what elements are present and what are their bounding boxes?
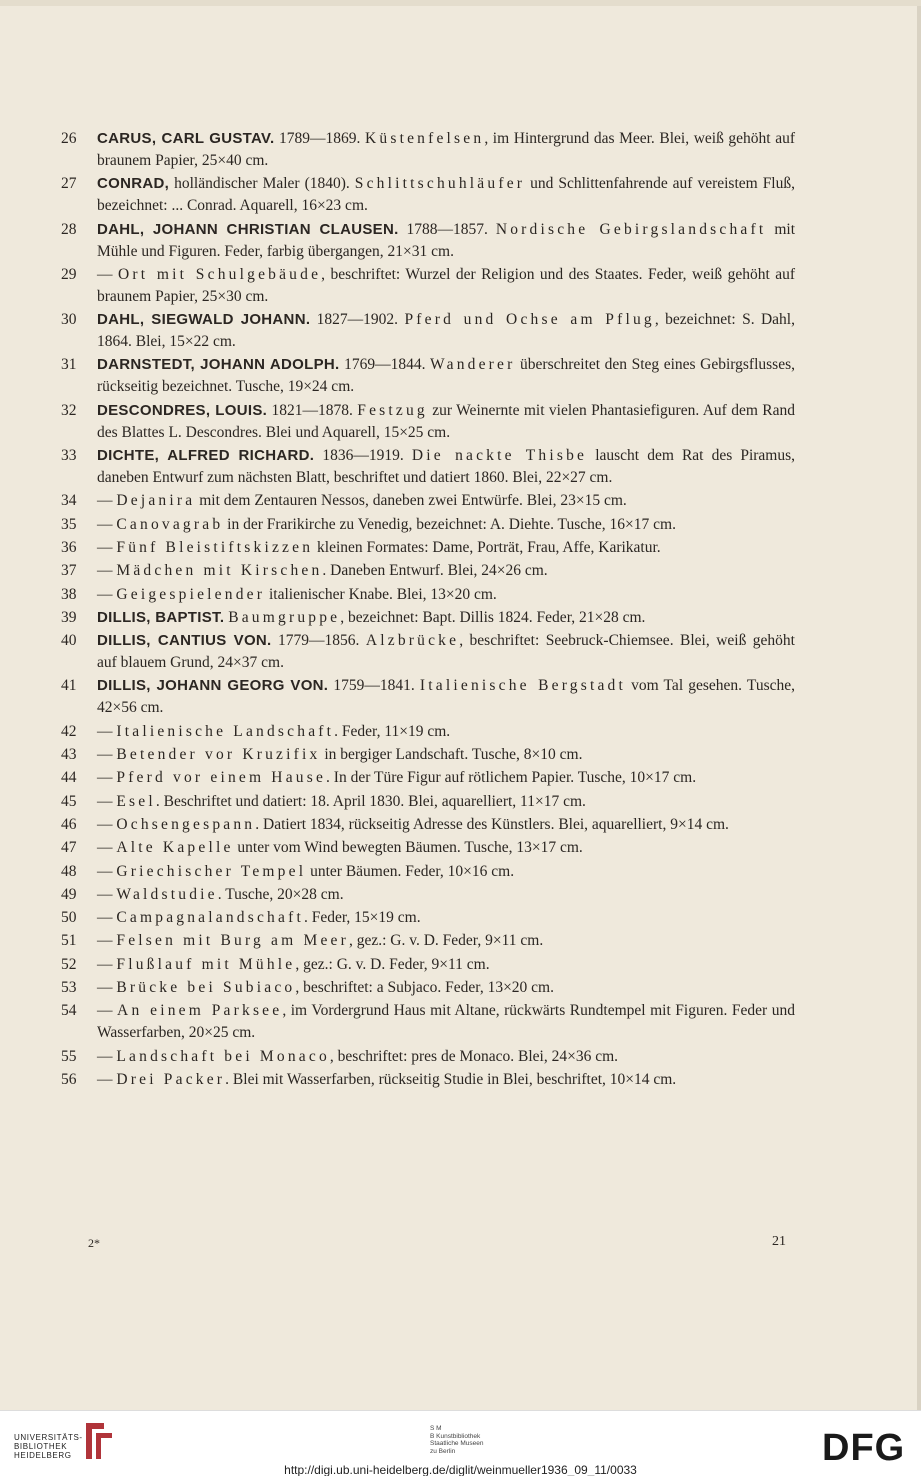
entry-number: 41 (61, 677, 77, 695)
entry-text (97, 309, 795, 353)
entry-description: , im Vordergrund Haus mit Altane, rückwärts Rundtempel mit Figuren. Feder und Wasserfarben, 20×25 cm. (97, 1002, 796, 1042)
entry-dates: — (97, 839, 117, 857)
entry-dates: 1779—1856. (271, 632, 366, 650)
catalog-entry (55, 514, 795, 536)
entry-number: 34 (61, 492, 77, 510)
entry-description: in bergiger Landschaft. Tusche, 8×10 cm. (320, 746, 583, 764)
entry-title: Griechischer Tempel (116, 862, 307, 880)
catalog-entry (55, 607, 795, 629)
entry-number: 38 (61, 585, 77, 603)
catalog-entry (55, 445, 795, 489)
entry-text (97, 954, 795, 976)
entry-title: Festzug (357, 401, 428, 419)
entry-number: 29 (61, 265, 77, 283)
entry-number: 42 (61, 722, 77, 740)
entry-description: , beschriftet: pres de Monaco. Blei, 24×36 cm. (329, 1047, 619, 1065)
entry-number: 45 (61, 792, 77, 810)
entry-number: 55 (61, 1047, 77, 1065)
entry-dates: — (97, 585, 117, 603)
entry-title: Küstenfelsen (365, 130, 485, 147)
entry-description: lauscht dem Rat des Piramus, daneben Entwurf zum nächsten Blatt, beschriftet und datiert 1860. Blei, 22×27 cm. (97, 447, 796, 487)
entry-dates: — (97, 492, 117, 510)
museum-line-2: B Kunstbibliothek (430, 1432, 481, 1440)
entry-dates: holländischer Maler (1840). (169, 175, 355, 193)
entry-description: . Tusche, 20×28 cm. (217, 885, 344, 903)
entry-number: 27 (61, 175, 77, 193)
university-logo-icon[interactable] (82, 1419, 116, 1463)
catalog-entry (55, 584, 795, 606)
entry-text (97, 537, 795, 559)
entry-dates: — (97, 979, 117, 997)
catalog-list (55, 128, 795, 1092)
entry-dates: — (97, 769, 117, 787)
university-line-3: HEIDELBERG (14, 1451, 72, 1460)
catalog-entry (55, 128, 795, 172)
entry-description: mit dem Zentauren Nessos, daneben zwei Entwürfe. Blei, 23×15 cm. (195, 492, 627, 510)
museum-line-1: S M (430, 1425, 442, 1432)
entry-title: Brücke bei Subiaco (116, 979, 296, 997)
catalog-entry (55, 400, 795, 444)
catalog-entry (55, 721, 795, 743)
entry-dates: — (97, 1002, 118, 1020)
catalog-entry (55, 560, 795, 582)
entry-description: mit Mühle und Figuren. Feder, farbig übergangen, 21×31 cm. (97, 220, 795, 260)
entry-dates: — (97, 722, 117, 740)
entry-text (97, 907, 795, 929)
entry-text (97, 791, 795, 813)
entry-description: , gez.: G. v. D. Feder, 9×11 cm. (348, 932, 544, 950)
entry-text (97, 744, 795, 766)
entry-artist: DILLIS, JOHANN GEORG VON. (97, 677, 329, 695)
entry-dates: — (97, 862, 117, 880)
entry-title: Pferd vor einem Hause (116, 769, 327, 787)
museum-line-4: zu Berlin (430, 1447, 456, 1455)
catalog-entry (55, 791, 795, 813)
dfg-logo[interactable]: DFG (822, 1427, 906, 1469)
entry-description: in der Frarikirche zu Venedig, bezeichnet: A. Diehte. Tusche, 16×17 cm. (223, 515, 676, 533)
entry-text (97, 861, 795, 883)
entry-description: . Blei mit Wasserfarben, rückseitig Studie in Blei, beschriftet, 10×14 cm. (225, 1070, 677, 1088)
entry-description: . Feder, 11×19 cm. (334, 722, 451, 740)
university-line-2: BIBLIOTHEK (14, 1442, 68, 1451)
entry-number: 28 (61, 220, 77, 238)
entry-dates: — (97, 885, 117, 903)
entry-number: 30 (61, 311, 77, 329)
catalog-entry (55, 1069, 795, 1091)
catalog-entry (55, 537, 795, 559)
museum-line-3: Staatliche Museen (430, 1440, 484, 1447)
entry-dates: — (97, 932, 117, 950)
entry-artist: DILLIS, CANTIUS VON. (97, 632, 272, 650)
entry-title: Alzbrücke (365, 632, 460, 650)
entry-title: Fünf Bleistiftskizzen (116, 538, 314, 556)
entry-number: 50 (61, 909, 77, 927)
entry-description: . Feder, 15×19 cm. (303, 909, 421, 927)
entry-text (97, 675, 795, 719)
entry-description: . Daneben Entwurf. Blei, 24×26 cm. (322, 562, 548, 580)
entry-dates: — (97, 1070, 117, 1088)
entry-text (97, 977, 795, 999)
entry-title: Betender vor Kruzifix (116, 746, 321, 764)
entry-number: 33 (61, 447, 77, 465)
entry-artist: DILLIS, BAPTIST. (97, 608, 225, 626)
entry-text (97, 837, 795, 859)
entry-number: 40 (61, 632, 77, 650)
entry-text (97, 173, 795, 217)
entry-title: Wanderer (430, 356, 516, 374)
entry-number: 43 (61, 746, 77, 764)
entry-number: 44 (61, 769, 77, 787)
entry-number: 46 (61, 815, 77, 833)
entry-dates: — (97, 538, 117, 556)
entry-description: vom Tal gesehen. Tusche, 42×56 cm. (97, 677, 795, 717)
entry-artist: CARUS, CARL GUSTAV. (97, 130, 275, 147)
signature-mark: 2* (88, 1236, 100, 1250)
entry-text (97, 354, 795, 398)
entry-dates: — (97, 265, 118, 283)
entry-artist: DAHL, SIEGWALD JOHANN. (97, 311, 311, 329)
page-number: 21 (772, 1234, 786, 1249)
entry-number: 37 (61, 562, 77, 580)
entry-dates: 1789—1869. (274, 130, 365, 147)
catalog-entry (55, 1000, 795, 1044)
entry-title: Baumgruppe (228, 608, 341, 626)
entry-dates: — (97, 815, 117, 833)
entry-text (97, 560, 795, 582)
entry-number: 56 (61, 1070, 77, 1088)
entry-text (97, 445, 795, 489)
entry-title: Italienische Landschaft (116, 722, 335, 740)
catalog-entry (55, 837, 795, 859)
entry-title: An einem Parksee (117, 1002, 283, 1020)
entry-title: Ort mit Schulgebäude (117, 265, 322, 283)
viewer-banner (0, 1410, 921, 1476)
catalog-entry (55, 744, 795, 766)
scan-edge (0, 0, 921, 6)
entry-dates: 1759—1841. (328, 677, 420, 695)
entry-artist: DAHL, JOHANN CHRISTIAN CLAUSEN. (97, 220, 399, 238)
catalog-entry (55, 630, 795, 674)
entry-dates: — (97, 562, 117, 580)
entry-number: 47 (61, 839, 77, 857)
catalog-entry (55, 767, 795, 789)
entry-title: Italienische Bergstadt (419, 677, 627, 695)
entry-title: Geigespielender (116, 585, 266, 603)
entry-title: Die nackte Thisbe (411, 447, 588, 465)
entry-dates: 1788—1857. (398, 220, 496, 238)
entry-text (97, 490, 795, 512)
entry-description: . Datiert 1834, rückseitig Adresse des Künstlers. Blei, aquarelliert, 9×14 cm. (255, 815, 729, 833)
entry-text (97, 514, 795, 536)
entry-title: Nordische Gebirgslandschaft (495, 220, 767, 238)
entry-number: 31 (61, 356, 77, 374)
entry-dates: 1827—1902. (310, 311, 405, 329)
entry-description: , gez.: G. v. D. Feder, 9×11 cm. (295, 955, 490, 973)
entry-text (97, 584, 795, 606)
entry-dates: — (97, 1047, 117, 1065)
entry-description: , bezeichnet: Bapt. Dillis 1824. Feder, 21×28 cm. (340, 608, 646, 626)
entry-dates: 1821—1878. (267, 401, 358, 419)
entry-number: 49 (61, 885, 77, 903)
entry-title: Canovagrab (116, 515, 224, 533)
entry-dates: 1836—1919. (314, 447, 412, 465)
entry-dates: — (97, 955, 117, 973)
entry-number: 52 (61, 955, 77, 973)
entry-dates: — (97, 792, 117, 810)
entry-title: Campagnalandschaft (116, 909, 304, 927)
catalog-entry (55, 977, 795, 999)
entry-text (97, 128, 795, 172)
catalog-entry (55, 930, 795, 952)
museum-stamp (430, 1425, 483, 1455)
entry-text (97, 721, 795, 743)
entry-text (97, 630, 795, 674)
entry-text (97, 1069, 795, 1091)
entry-dates: — (97, 515, 117, 533)
permalink-url[interactable]: http://digi.ub.uni-heidelberg.de/diglit/weinmueller1936_09_11/0033 (284, 1463, 637, 1476)
catalog-entry (55, 1046, 795, 1068)
entry-title: Landschaft bei Monaco (116, 1047, 330, 1065)
entry-text (97, 930, 795, 952)
entry-title: Felsen mit Burg am Meer (116, 932, 349, 950)
entry-description: , bezeichnet: S. Dahl, 1864. Blei, 15×22 cm. (97, 311, 795, 351)
catalog-entry (55, 354, 795, 398)
entry-description: kleinen Formates: Dame, Porträt, Frau, Affe, Karikatur. (313, 538, 661, 556)
catalog-entry (55, 884, 795, 906)
entry-text (97, 219, 795, 263)
entry-text (97, 1046, 795, 1068)
entry-text (97, 607, 795, 629)
entry-text (97, 767, 795, 789)
entry-text (97, 264, 795, 308)
catalog-entry (55, 954, 795, 976)
entry-description: zur Weinernte mit vielen Phantasiefiguren. Auf dem Rand des Blattes L. Descondres. Blei und Aquarell, 15×25 cm. (97, 401, 796, 441)
entry-number: 51 (61, 932, 77, 950)
catalog-entry (55, 861, 795, 883)
entry-description: , beschriftet: a Subjaco. Feder, 13×20 cm. (295, 979, 554, 997)
entry-title: Ochsengespann (116, 815, 256, 833)
entry-dates: 1769—1844. (339, 356, 431, 374)
entry-text (97, 1000, 795, 1044)
entry-text (97, 400, 795, 444)
entry-artist: DICHTE, ALFRED RICHARD. (97, 447, 315, 465)
catalog-entry (55, 675, 795, 719)
entry-text (97, 814, 795, 836)
entry-description: italienischer Knabe. Blei, 13×20 cm. (265, 585, 497, 603)
entry-artist: DARNSTEDT, JOHANN ADOLPH. (97, 356, 340, 374)
catalog-entry (55, 814, 795, 836)
entry-title: Dejanira (116, 492, 196, 510)
entry-description: , beschriftet: Seebruck-Chiemsee. Blei, weiß gehöht auf blauem Grund, 24×37 cm. (97, 632, 795, 672)
catalog-entry (55, 490, 795, 512)
entry-number: 48 (61, 862, 77, 880)
entry-description: und Schlittenfahrende auf vereistem Fluß, bezeichnet: ... Conrad. Aquarell, 16×23 cm. (97, 175, 795, 215)
entry-title: Pferd und Ochse am Pflug (404, 311, 655, 329)
university-library-label[interactable] (14, 1433, 83, 1460)
entry-description: überschreitet den Steg eines Gebirgsflusses, rückseitig bezeichnet. Tusche, 19×24 cm. (97, 356, 796, 396)
entry-number: 36 (61, 538, 77, 556)
entry-artist: DESCONDRES, LOUIS. (97, 401, 268, 419)
entry-title: Waldstudie (116, 885, 218, 903)
entry-description: , im Hintergrund das Meer. Blei, weiß gehöht auf braunem Papier, 25×40 cm. (97, 130, 795, 169)
entry-description: unter vom Wind bewegten Bäumen. Tusche, 13×17 cm. (233, 839, 583, 857)
university-line-1: UNIVERSITÄTS- (14, 1433, 83, 1442)
entry-title: Drei Packer (116, 1070, 226, 1088)
entry-description: . Beschriftet und datiert: 18. April 1830. Blei, aquarelliert, 11×17 cm. (155, 792, 586, 810)
entry-number: 54 (61, 1002, 77, 1020)
entry-number: 39 (61, 608, 77, 626)
catalog-entry (55, 264, 795, 308)
catalog-entry (55, 907, 795, 929)
entry-dates: — (97, 909, 117, 927)
entry-description: unter Bäumen. Feder, 10×16 cm. (306, 862, 515, 880)
entry-artist: CONRAD, (97, 175, 170, 193)
entry-text (97, 884, 795, 906)
entry-number: 26 (61, 130, 77, 147)
entry-number: 32 (61, 401, 77, 419)
entry-title: Schlittschuhläufer (354, 175, 526, 193)
entry-description: , beschriftet: Wurzel der Religion und des Staates. Feder, weiß gehöht auf braunem Papier, 25×30 cm. (97, 265, 796, 305)
entry-number: 53 (61, 979, 77, 997)
entry-dates: — (97, 746, 117, 764)
catalog-entry (55, 219, 795, 263)
entry-title: Alte Kapelle (116, 839, 234, 857)
entry-description: . In der Türe Figur auf rötlichem Papier. Tusche, 10×17 cm. (326, 769, 697, 787)
entry-title: Esel (116, 792, 156, 810)
entry-title: Mädchen mit Kirschen (116, 562, 323, 580)
entry-title: Flußlauf mit Mühle (116, 955, 296, 973)
catalog-entry (55, 309, 795, 353)
entry-number: 35 (61, 515, 77, 533)
catalog-entry (55, 173, 795, 217)
